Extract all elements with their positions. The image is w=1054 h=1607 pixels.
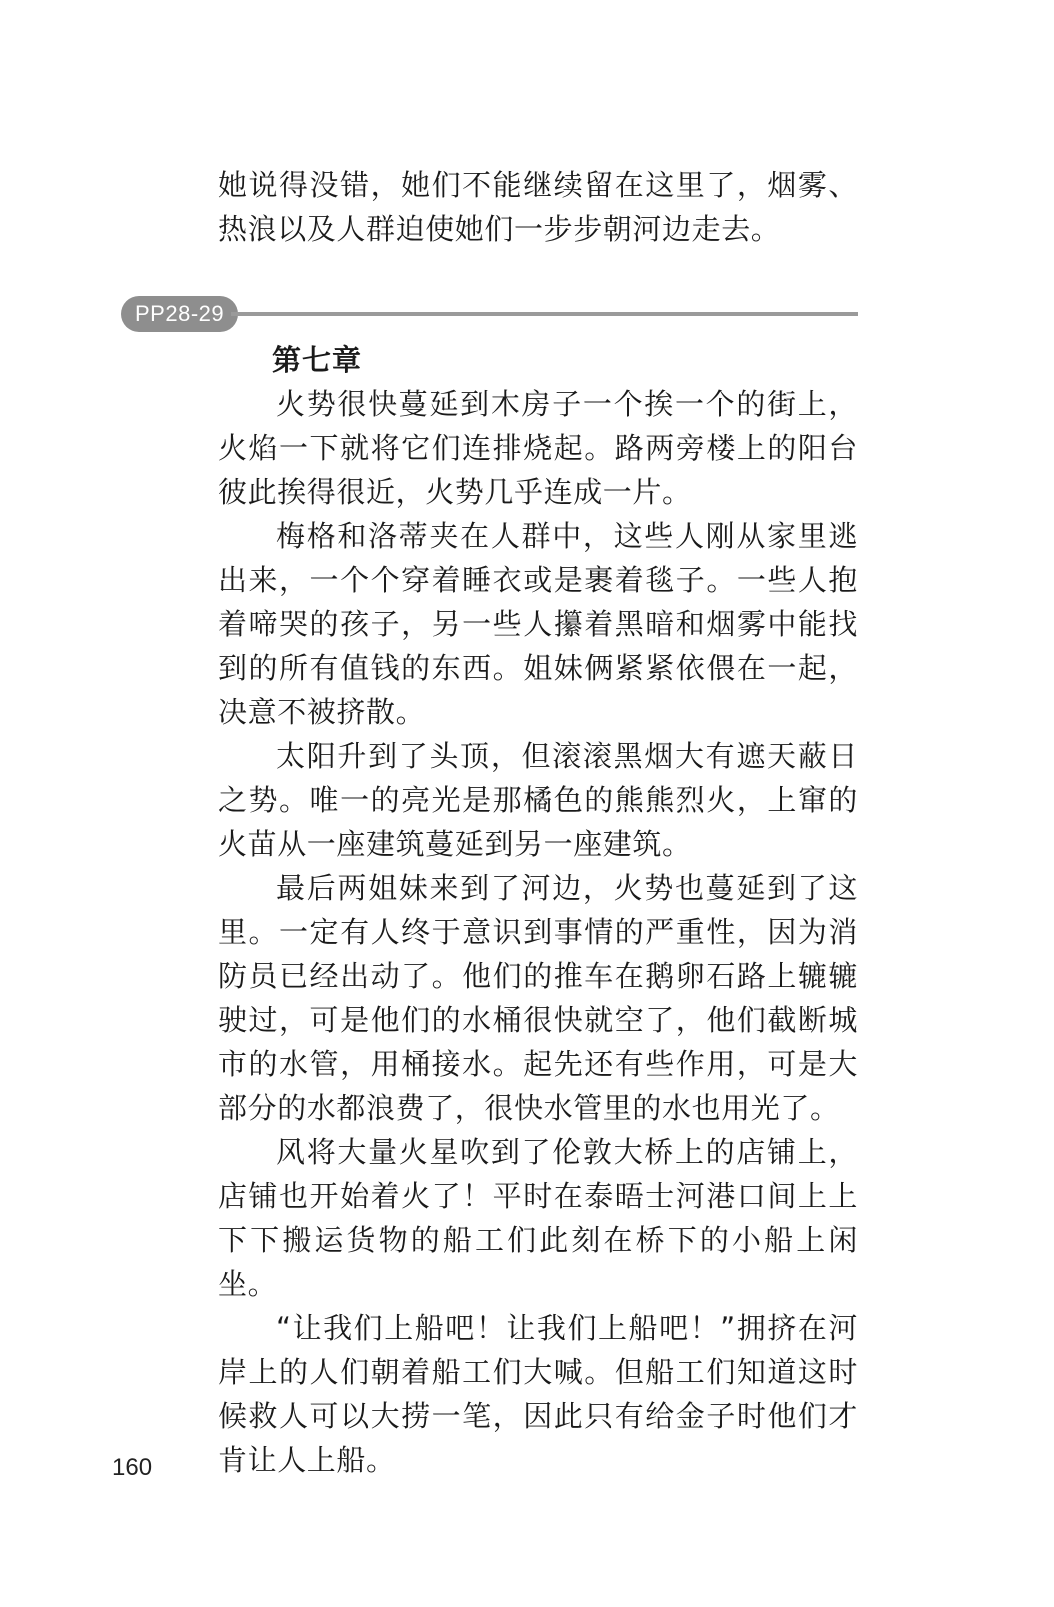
chapter-title: 第七章 — [272, 343, 363, 377]
section-badge: PP28-29 — [121, 296, 238, 332]
page-number: 160 — [112, 1454, 153, 1481]
section-divider — [231, 312, 858, 316]
body-paragraph: “让我们上船吧！让我们上船吧！”拥挤在河岸上的人们朝着船工们大喊。但船工们知道这时候救人可以大捞一笔，因此只有给金子时他们才肯让人上船。 — [218, 1311, 858, 1477]
body-paragraph: 火势很快蔓延到木房子一个挨一个的街上，火焰一下就将它们连排烧起。路两旁楼上的阳台彼此挨得很近，火势几乎连成一片。 — [218, 387, 858, 509]
body-paragraph: 风将大量火星吹到了伦敦大桥上的店铺上，店铺也开始着火了！平时在泰晤士河港口间上上下下搬运货物的船工们此刻在桥下的小船上闲坐。 — [218, 1135, 858, 1301]
body-paragraph: 太阳升到了头顶，但滚滚黑烟大有遮天蔽日之势。唯一的亮光是那橘色的熊熊烈火，上窜的火苗从一座建筑蔓延到另一座建筑。 — [218, 739, 858, 861]
intro-paragraph: 她说得没错，她们不能继续留在这里了，烟雾、热浪以及人群迫使她们一步步朝河边走去。 — [218, 168, 858, 246]
body-paragraph: 最后两姐妹来到了河边，火势也蔓延到了这里。一定有人终于意识到事情的严重性，因为消防员已经出动了。他们的推车在鹅卵石路上辘辘驶过，可是他们的水桶很快就空了，他们截断城市的水管，用桶接水。起先还有些作用，可是大部分的水都浪费了，很快水管里的水也用光了。 — [218, 871, 858, 1125]
intro-text — [218, 163, 858, 251]
section-marker — [121, 296, 858, 332]
chapter-body — [218, 382, 858, 1482]
body-paragraph: 梅格和洛蒂夹在人群中，这些人刚从家里逃出来，一个个穿着睡衣或是裹着毯子。一些人抱着啼哭的孩子，另一些人攥着黑暗和烟雾中能找到的所有值钱的东西。姐妹俩紧紧依偎在一起，决意不被挤散。 — [218, 519, 858, 729]
